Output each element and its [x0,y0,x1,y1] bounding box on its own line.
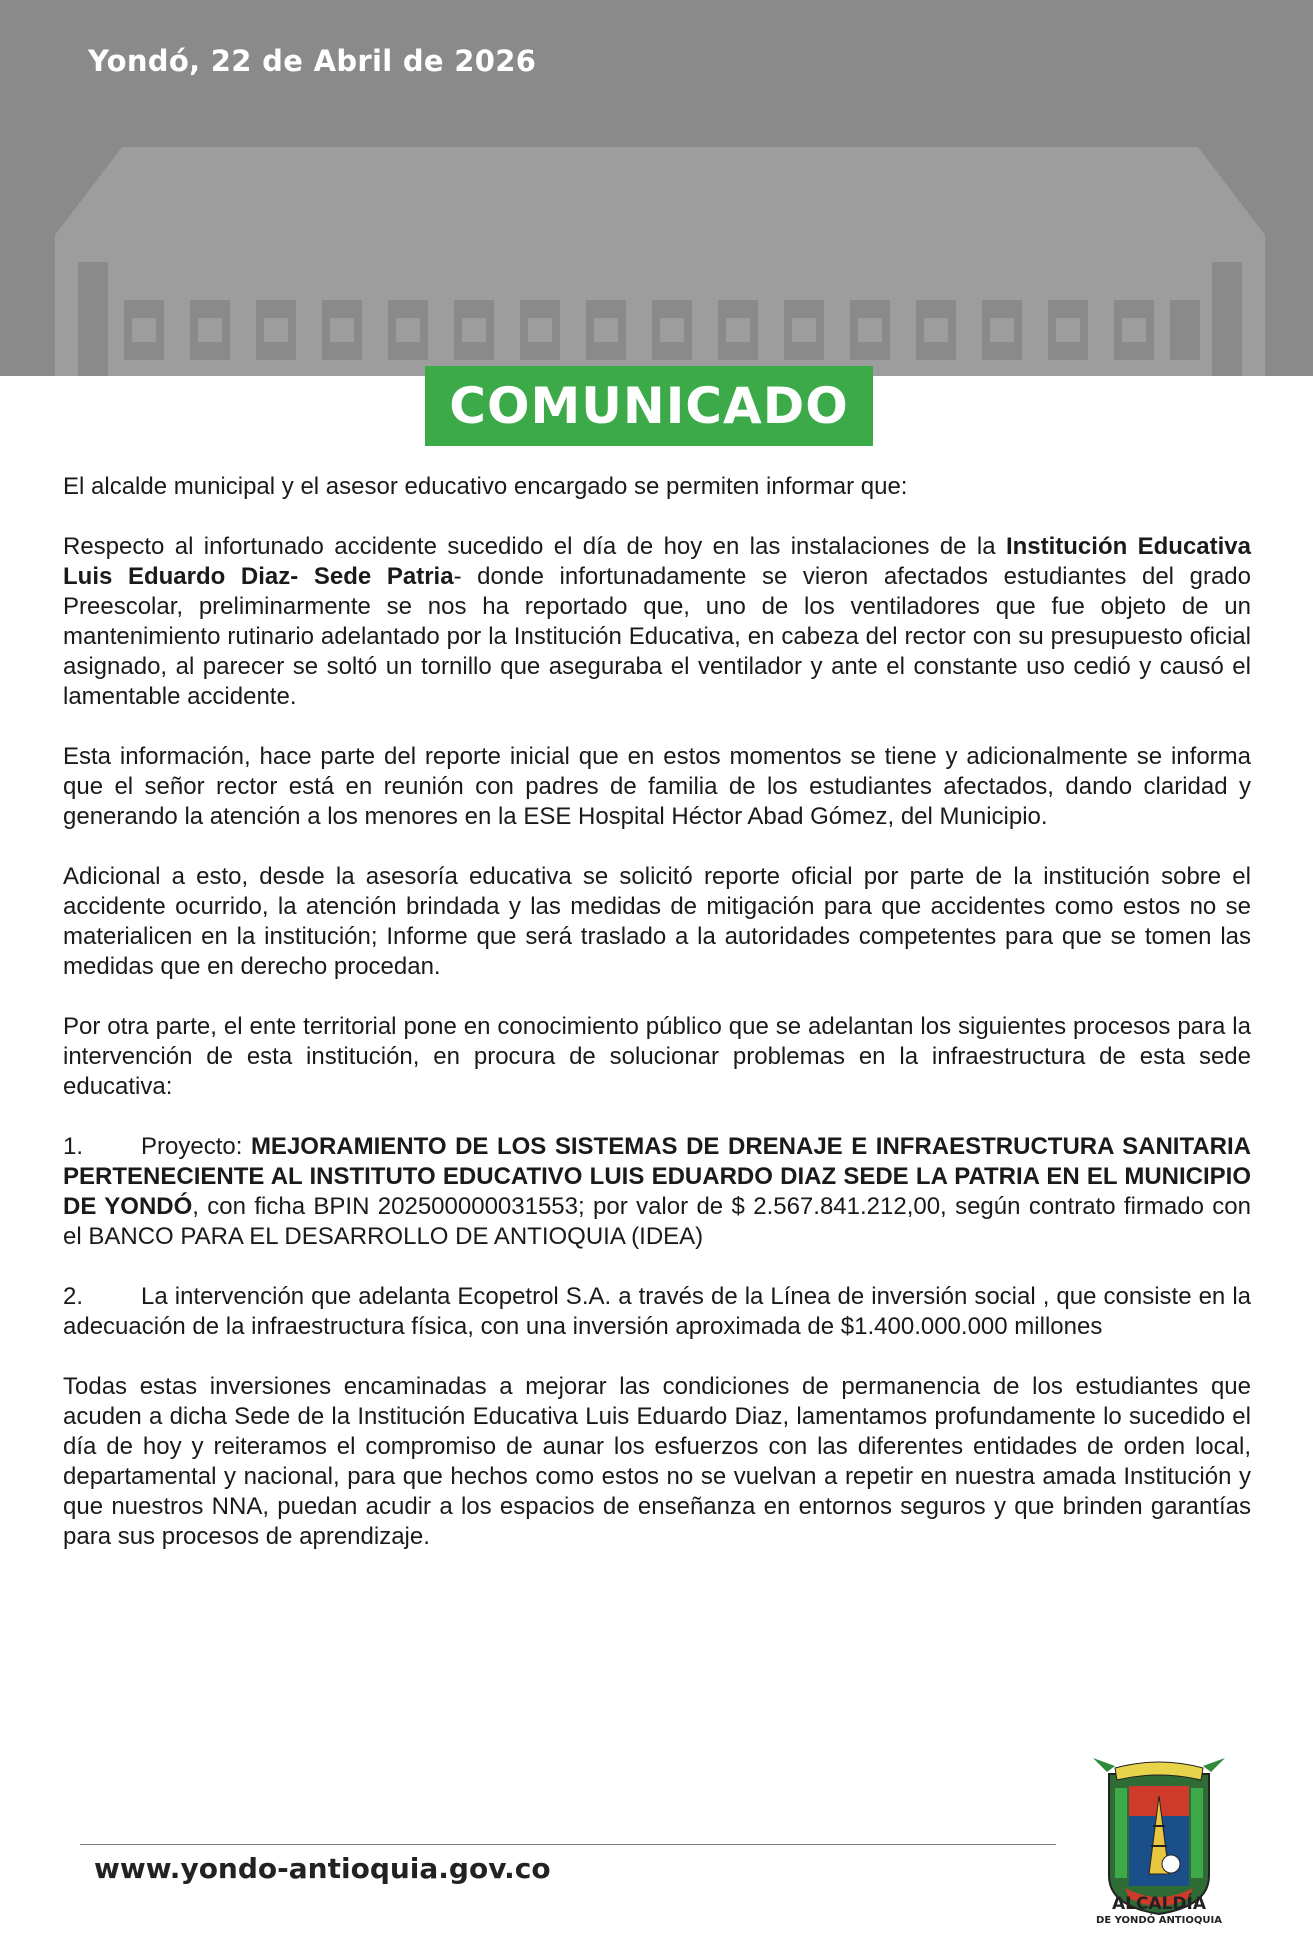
paragraph-processes: Por otra parte, el ente territorial pone en conocimiento público que se adelantan los siguientes procesos para la intervención de esta institución, en procura de solucionar problemas en la infraestructura de esta sede educativa: [63,1013,1251,1100]
list-item-project [63,1132,1251,1252]
paragraph-text: - donde infortunadamente se vieron afectados estudiantes del grado Preescolar, preliminarmente se nos ha reportado que, uno de los ventiladores que fue objeto de un mantenimiento rutinario adelantado por la Institución Educativa, en cabeza del rector con su presupuesto oficial asignado, al parecer se soltó un tornillo que aseguraba el ventilador y ante el constante uso cedió y causó el lamentable accidente. [63,563,1252,710]
document-body [63,472,1251,1582]
institution-name: Institución Educativa Luis Eduardo Diaz- Sede Patria [63,533,1251,590]
paragraph-advisory: Adicional a esto, desde la asesoría educativa se solicitó reporte oficial por parte de la institución sobre el accidente ocurrido, la atención brindada y las medidas de mitigación para que accidentes como estos no se materialicen en la institución; Informe que será traslado a la autoridades competentes para que se tomen las medidas que en derecho procedan. [63,863,1251,980]
list-item-ecopetrol [63,1282,1251,1342]
list-number: 1. [63,1133,84,1160]
intro-paragraph: El alcalde municipal y el asesor educativo encargado se permiten informar que: [63,473,908,500]
paragraph-closing: Todas estas inversiones encaminadas a mejorar las condiciones de permanencia de los estudiantes que acuden a dicha Sede de la Institución Educativa Luis Eduardo Diaz, lamentamos profundamente lo sucedido el día de hoy y reiteramos el compromiso de aunar los esfuerzos con las diferentes entidades de orden local, departamental y nacional, para que hechos como estos no se vuelvan a repetir en nuestra amada Institución y que nuestros NNA, puedan acudir a los espacios de enseñanza en entornos seguros y que brinden garantías para sus procesos de aprendizaje. [63,1373,1251,1550]
footer-divider [80,1844,1056,1845]
paragraph-text: Proyecto: [141,1133,251,1160]
paragraph-accident [63,532,1251,712]
paragraph-report: Esta información, hace parte del reporte inicial que en estos momentos se tiene y adicionalmente se informa que el señor rector está en reunión con padres de familia de los estudiantes afectados, dando claridad y generando la atención a los menores en la ESE Hospital Héctor Abad Gómez, del Municipio. [63,743,1251,830]
header-band [0,0,1313,376]
project-title: MEJORAMIENTO DE LOS SISTEMAS DE DRENAJE E INFRAESTRUCTURA SANITARIA PERTENECIENTE AL INSTITUTO EDUCATIVO LUIS EDUARDO DIAZ SEDE LA PATRIA EN EL MUNICIPIO DE YONDÓ [63,1133,1251,1220]
comunicado-banner: COMUNICADO [425,366,873,446]
logo-name: ALCALDÍA [1111,1894,1207,1914]
paragraph-text: La intervención que adelanta Ecopetrol S.A. a través de la Línea de inversión social , que consiste en la adecuación de la infraestructura física, con una inversión aproximada de $1.400.000.000 millones [63,1283,1251,1340]
website-link[interactable]: www.yondo-antioquia.gov.co [94,1852,551,1885]
paragraph-text: Respecto al infortunado accidente sucedido el día de hoy en las instalaciones de la [63,533,1006,560]
list-number: 2. [63,1283,84,1310]
document-date: Yondó, 22 de Abril de 2026 [88,44,537,78]
logo-subtitle: DE YONDÓ ANTIOQUIA [1096,1915,1222,1926]
paragraph-text: , con ficha BPIN 202500000031553; por valor de $ 2.567.841.212,00, según contrato firmado con el BANCO PARA EL DESARROLLO DE ANTIOQUIA (IDEA) [63,1193,1251,1250]
